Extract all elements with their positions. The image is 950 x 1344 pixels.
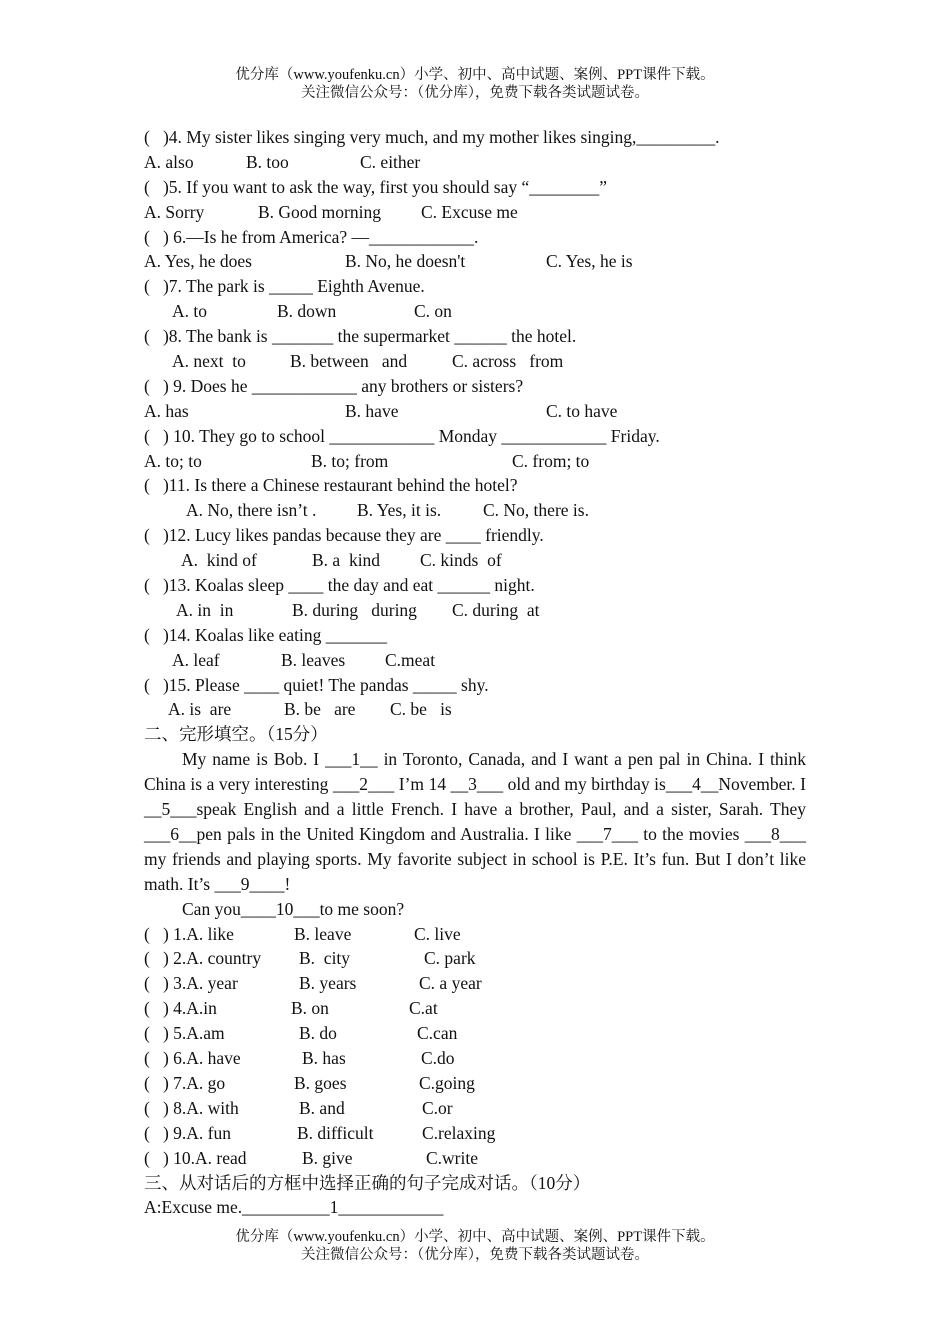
cloze-item-option-c: C.can	[417, 1023, 458, 1044]
cloze-item	[144, 971, 806, 996]
cloze-item-option-a: ( ) 3.A. year	[144, 973, 238, 994]
cloze-item	[144, 1071, 806, 1096]
option-a: A. also	[144, 151, 194, 172]
option-c: C. Yes, he is	[546, 251, 633, 272]
option-a: A. Yes, he does	[144, 251, 252, 272]
question-stem: ( )13. Koalas sleep ____ the day and eat ______ night.	[144, 575, 535, 596]
footer-line-1: 优分库（www.youfenku.cn）小学、初中、高中试题、案例、PPT课件下载。	[235, 1229, 715, 1245]
header-line-1: 优分库（www.youfenku.cn）小学、初中、高中试题、案例、PPT课件下载。	[235, 67, 715, 83]
cloze-item-option-b: B. give	[302, 1147, 353, 1168]
cloze-item-option-a: ( ) 4.A.in	[144, 998, 217, 1019]
cloze-item-option-c: C.write	[426, 1147, 479, 1168]
question-stem: ( ) 10. They go to school ____________ Monday ____________ Friday.	[144, 425, 660, 446]
cloze-item	[144, 946, 806, 971]
question-options	[144, 150, 806, 175]
cloze-item-option-b: B. years	[299, 973, 357, 994]
option-a: A. next to	[172, 351, 246, 372]
cloze-item-option-c: C. live	[414, 923, 461, 944]
footer-line-2: 关注微信公众号：（优分库），免费下载各类试题试卷。	[301, 1247, 649, 1263]
option-c: C.meat	[385, 649, 436, 670]
cloze-options	[144, 922, 806, 1171]
option-c: C. kinds of	[420, 550, 502, 571]
cloze-item	[144, 1046, 806, 1071]
cloze-item-option-a: ( ) 6.A. have	[144, 1048, 241, 1069]
option-b: B. to; from	[311, 450, 389, 471]
cloze-item-option-a: ( ) 9.A. fun	[144, 1122, 231, 1143]
question-stem: ( )14. Koalas like eating _______	[144, 624, 388, 645]
part1-multiple-choice	[144, 125, 806, 722]
option-a: A. leaf	[172, 649, 220, 670]
option-c: C. from; to	[512, 450, 590, 471]
question-stem: ( ) 9. Does he ____________ any brothers or sisters?	[144, 375, 524, 396]
cloze-item-option-b: B. has	[302, 1048, 346, 1069]
option-c: C. during at	[452, 599, 540, 620]
cloze-item-option-c: C.relaxing	[422, 1122, 496, 1143]
cloze-item-option-b: B. on	[291, 998, 329, 1019]
cloze-item-option-b: B. goes	[294, 1072, 347, 1093]
part2-heading: 二、完形填空。（15分）	[144, 724, 328, 745]
option-c: C. across from	[452, 351, 564, 372]
question-stem: ( )8. The bank is _______ the supermarket ______ the hotel.	[144, 326, 577, 347]
option-a: A. kind of	[181, 550, 257, 571]
option-b: B. during during	[292, 599, 417, 620]
cloze-item-option-c: C.or	[422, 1097, 453, 1118]
header-line-2: 关注微信公众号：（优分库），免费下载各类试题试卷。	[301, 85, 649, 101]
cloze-item-option-a: ( ) 5.A.am	[144, 1023, 225, 1044]
cloze-item	[144, 922, 806, 947]
option-c: C. either	[360, 151, 421, 172]
question-stem: ( )12. Lucy likes pandas because they are ____ friendly.	[144, 525, 544, 546]
option-a: A. has	[144, 400, 189, 421]
cloze-item-option-b: B. do	[299, 1023, 337, 1044]
question-options	[144, 598, 806, 623]
option-a: A. No, there isn’t .	[186, 500, 317, 521]
cloze-item	[144, 996, 806, 1021]
cloze-item-option-c: C. a year	[419, 973, 482, 994]
cloze-item-option-a: ( ) 8.A. with	[144, 1097, 239, 1118]
cloze-item-option-b: B. difficult	[297, 1122, 374, 1143]
option-b: B. leaves	[281, 649, 346, 670]
question-stem: ( )7. The park is _____ Eighth Avenue.	[144, 276, 425, 297]
cloze-item-option-a: ( ) 10.A. read	[144, 1147, 247, 1168]
option-a: A. to; to	[144, 450, 202, 471]
question-options	[144, 299, 806, 324]
question-options	[144, 648, 806, 673]
cloze-item-option-b: B. and	[299, 1097, 345, 1118]
question-options	[144, 200, 806, 225]
cloze-item-option-c: C.going	[419, 1072, 475, 1093]
option-b: B. Good morning	[258, 201, 381, 222]
cloze-item	[144, 1146, 806, 1171]
cloze-item-option-c: C.at	[409, 998, 438, 1019]
question-stem: ( )4. My sister likes singing very much, and my mother likes singing,_________.	[144, 127, 720, 147]
question-options	[144, 697, 806, 722]
cloze-item-option-b: B. city	[299, 948, 351, 969]
question-options	[144, 498, 806, 523]
cloze-item-option-b: B. leave	[294, 923, 352, 944]
option-b: B. Yes, it is.	[357, 500, 442, 521]
question-stem: ( )11. Is there a Chinese restaurant behind the hotel?	[144, 475, 518, 496]
option-b: B. a kind	[312, 550, 381, 571]
question-stem: ( )5. If you want to ask the way, first you should say “________”	[144, 176, 608, 197]
option-a: A. to	[172, 301, 207, 322]
cloze-item-option-a: ( ) 1.A. like	[144, 923, 234, 944]
cloze-item-option-a: ( ) 7.A. go	[144, 1072, 226, 1093]
page-footer	[0, 1228, 950, 1264]
cloze-item-option-a: ( ) 2.A. country	[144, 948, 262, 969]
question-options	[144, 399, 806, 424]
option-b: B. too	[246, 151, 289, 172]
question-options	[144, 249, 806, 274]
exam-content	[144, 125, 806, 1220]
option-b: B. be are	[284, 699, 356, 720]
cloze-passage-last-line: Can you____10___to me soon?	[182, 898, 405, 919]
cloze-item-option-c: C. park	[424, 948, 476, 969]
option-c: C. to have	[546, 400, 618, 421]
cloze-item-option-c: C.do	[421, 1048, 455, 1069]
question-stem: ( )15. Please ____ quiet! The pandas _____ shy.	[144, 674, 489, 695]
option-a: A. is are	[168, 699, 232, 720]
option-b: B. down	[277, 301, 337, 322]
option-b: B. have	[345, 400, 399, 421]
option-a: A. in in	[176, 599, 234, 620]
option-c: C. on	[414, 301, 452, 322]
option-c: C. No, there is.	[483, 500, 589, 521]
cloze-passage: My name is Bob. I ___1__ in Toronto, Canada, and I want a pen pal in China. I think China is a very interesting ___2___ I’m 14 __3___ old and my birthday is___4__November. I __5___speak English and a little French. I have a brother, Paul, and a sister, Sarah. They ___6__pen pals in the United Kingdom and Australia. I like ___7___ to the movies ___8___ my friends and playing sports. My favorite subject in school is P.E. It’s fun. But I don’t like math. It’s ___9____!	[144, 749, 806, 894]
question-stem: ( ) 6.—Is he from America? —____________.	[144, 226, 479, 247]
option-c: C. Excuse me	[421, 201, 518, 222]
page-header	[0, 66, 950, 102]
option-b: B. No, he doesn't	[345, 251, 466, 272]
question-options	[144, 349, 806, 374]
dialogue-line-1: A:Excuse me.__________1____________	[144, 1197, 444, 1218]
question-options	[144, 548, 806, 573]
option-a: A. Sorry	[144, 201, 205, 222]
question-options	[144, 449, 806, 474]
cloze-item	[144, 1096, 806, 1121]
part3-heading: 三、从对话后的方框中选择正确的句子完成对话。（10分）	[144, 1172, 591, 1193]
cloze-item	[144, 1121, 806, 1146]
option-b: B. between and	[290, 351, 408, 372]
cloze-item	[144, 1021, 806, 1046]
option-c: C. be is	[390, 699, 452, 720]
